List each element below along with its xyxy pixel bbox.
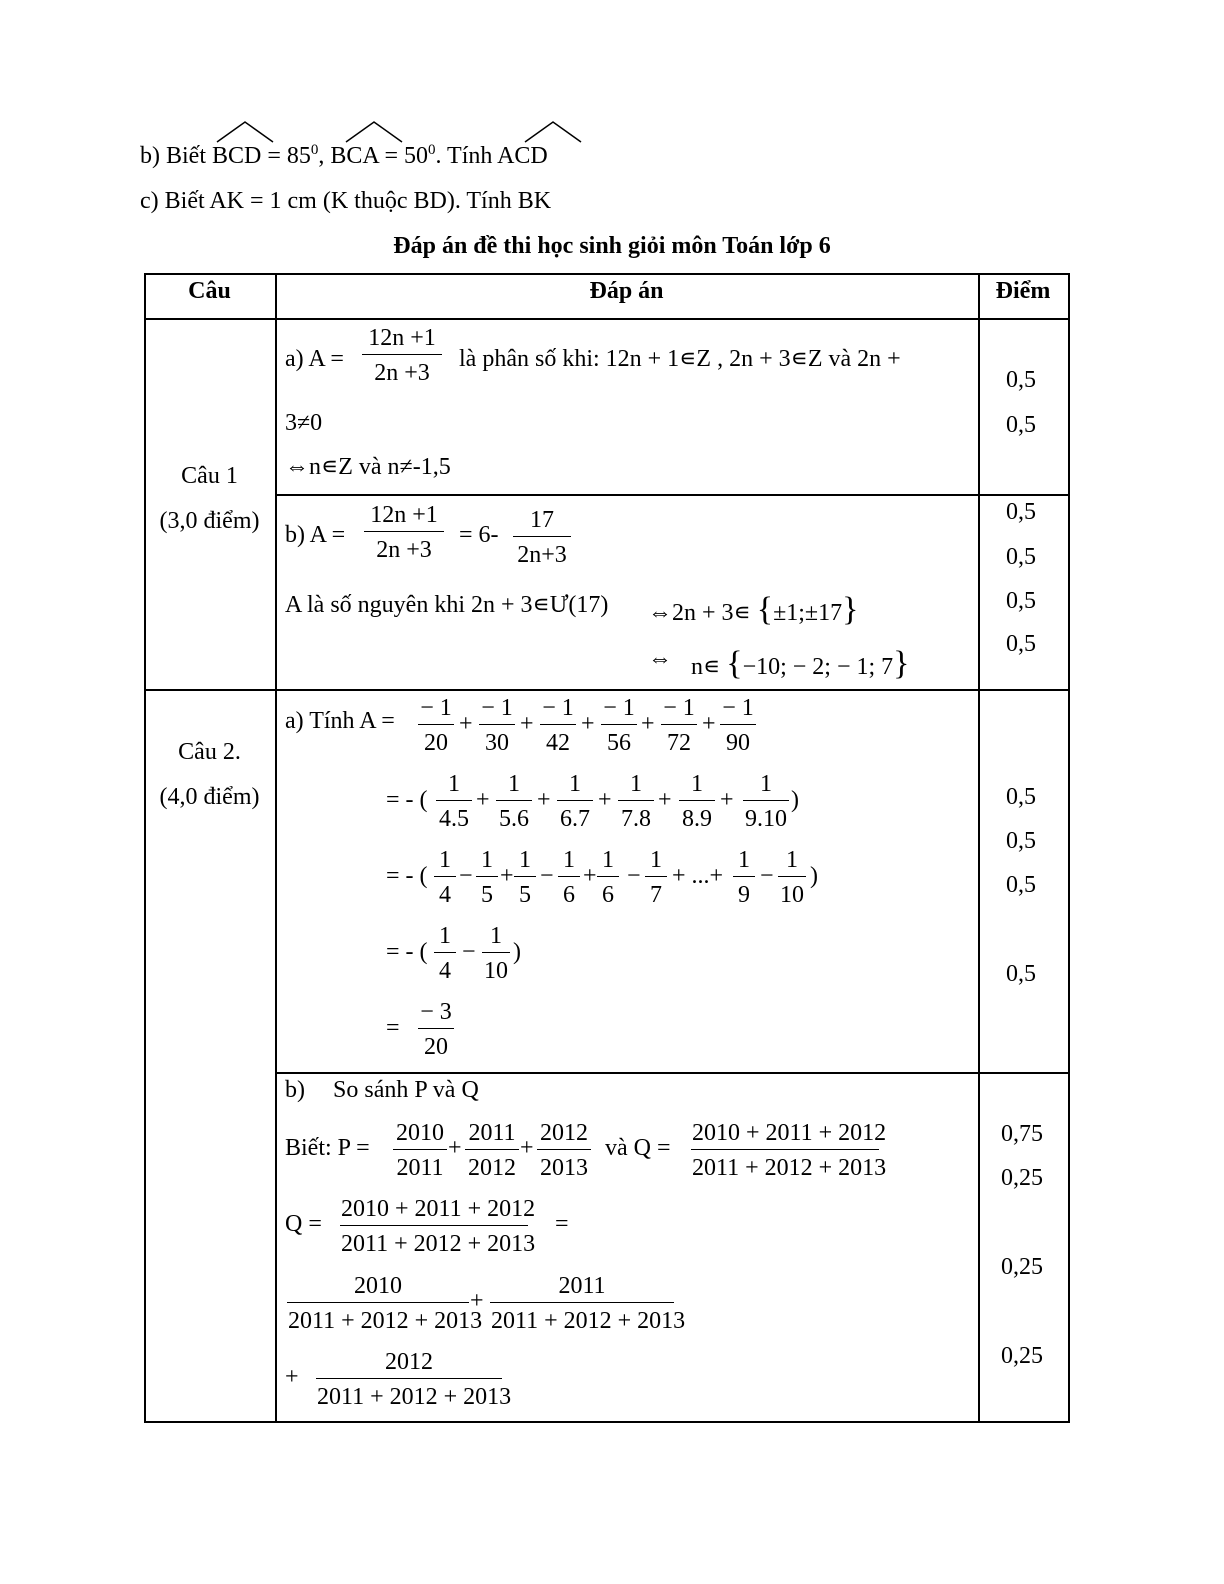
cau2a-r1-num-1: − 1 (420, 695, 452, 721)
table-border-left (144, 273, 146, 1423)
plus: + (285, 1364, 299, 1390)
close-paren: ) (810, 863, 818, 889)
cau2b-split-den-1: 2011 + 2012 + 2013 (287, 1302, 469, 1333)
cau2b-split-den-3: 2011 + 2012 + 2013 (316, 1378, 502, 1409)
cau2a-r5-frac (418, 1000, 454, 1059)
angle-acd: ACD (497, 143, 548, 169)
one: 1 (650, 847, 662, 873)
cau2a-r3-frac-4 (558, 848, 580, 907)
cau2b-q-frac (691, 1120, 887, 1181)
cau2b-title: So sánh P và Q (333, 1077, 479, 1103)
cau1b-line3a: ⇔ (648, 646, 672, 672)
close-paren: ) (513, 939, 521, 965)
one: 1 (738, 847, 750, 873)
cau1b-fraction-2 (513, 508, 571, 567)
cau2b-split-frac-2 (490, 1273, 686, 1334)
cau1-points: (3,0 điểm) (159, 508, 260, 534)
cau2a-r3-frac-6 (645, 848, 667, 907)
cau2a-r1-frac-1 (418, 696, 454, 755)
cau2a-r4-den-2: 10 (482, 952, 510, 983)
cau2b-p-frac-1 (393, 1121, 447, 1180)
minus: − (627, 863, 641, 889)
table-header-rule (144, 318, 1069, 320)
minus: − (459, 863, 473, 889)
plus: + (583, 863, 597, 889)
cau2a-r1-num-2: − 1 (481, 695, 513, 721)
cau2a-r1-num-5: − 1 (663, 695, 695, 721)
cau1b-fraction (364, 503, 444, 562)
plus: + (520, 711, 534, 737)
cau1b-frac-den: 2n +3 (364, 531, 444, 562)
cau2a-r3-den-6: 7 (645, 876, 667, 907)
cau2a-r1-num-3: − 1 (542, 695, 574, 721)
cau2b-score-2: 0,25 (1001, 1165, 1043, 1191)
cau2b-q-num: 2010 + 2011 + 2012 (692, 1120, 887, 1146)
cau2-points: (4,0 điểm) (159, 784, 260, 810)
cau2b-split-num-2: 2011 (558, 1273, 606, 1299)
one: 1 (439, 923, 451, 949)
cau1a-fraction (362, 326, 442, 385)
cau1b-frac-num: 12n +1 (370, 502, 438, 528)
cau1b-score-3: 0,5 (1006, 588, 1036, 614)
cau1b-line3b-text: n∊ (691, 654, 721, 680)
cau2b-score-3: 0,25 (1001, 1254, 1043, 1280)
cau2a-r5-prefix: = (386, 1015, 400, 1041)
plus: + (720, 787, 734, 813)
degree-sup-1: 0 (310, 142, 319, 158)
plus: + (537, 787, 551, 813)
cau1a-frac-den: 2n +3 (362, 354, 442, 385)
cau2b-p-num-1: 2010 (396, 1120, 444, 1146)
cau2a-r1-den-6: 90 (720, 724, 756, 755)
cau2a-r4-frac-1 (434, 924, 456, 983)
one: 1 (490, 923, 502, 949)
cau2a-r1-den-1: 20 (418, 724, 454, 755)
cau2a-r1-frac-4 (601, 696, 637, 755)
cau2b-eq: = (555, 1211, 569, 1237)
cau2a-r4-frac-2 (482, 924, 510, 983)
cau2a-r2-den-4: 7.8 (618, 800, 654, 831)
cau2b-split-den-2: 2011 + 2012 + 2013 (490, 1302, 674, 1333)
plus: + (470, 1288, 484, 1314)
page-title: Đáp án đề thi học sinh giỏi môn Toán lớp 6 (393, 233, 831, 259)
cau2a-r2-frac-3 (557, 772, 593, 831)
cau1b-frac2-den: 2n+3 (513, 536, 571, 567)
cau2a-score-3: 0,5 (1006, 872, 1036, 898)
cau2a-r3-frac-8 (778, 848, 806, 907)
row-rule-2b (275, 1072, 1069, 1074)
cau2a-r3-den-1: 4 (434, 876, 456, 907)
cau2b-p-den-3: 2013 (537, 1149, 591, 1180)
cau1a-score-1: 0,5 (1006, 367, 1036, 393)
intro-comma: , (318, 143, 325, 169)
cau2a-r2-prefix: = - ( (386, 787, 428, 813)
row-rule-2 (144, 689, 1069, 691)
cau2a-r3-prefix: = - ( (386, 863, 428, 889)
cau1b-set1: ±1;±17 (773, 600, 843, 626)
one: 1 (569, 771, 581, 797)
cau2a-r2-frac-5 (679, 772, 715, 831)
header-cau: Câu (188, 278, 231, 304)
cau1b-frac2-num: 17 (530, 507, 554, 533)
header-dap-an: Đáp án (589, 278, 664, 304)
cau1b-line3b: n∊ {−10; − 2; − 1; 7} (691, 645, 910, 682)
arc-bca-icon (343, 118, 405, 144)
cau2b-q2-den: 2011 + 2012 + 2013 (340, 1225, 528, 1256)
one: 1 (786, 847, 798, 873)
row-rule-1b (275, 494, 1069, 496)
plus: + (598, 787, 612, 813)
cau2b-q2-num: 2010 + 2011 + 2012 (341, 1196, 536, 1222)
cau2a-r1-den-3: 42 (540, 724, 576, 755)
cau2a-r1-frac-3 (540, 696, 576, 755)
arc-acd-icon (522, 118, 584, 144)
table-border-top (144, 273, 1069, 275)
cau2a-r3-frac-5 (597, 848, 619, 907)
cau2a-r4-den-1: 4 (434, 952, 456, 983)
cau2a-r3-den-5: 6 (597, 876, 619, 907)
cau2a-r3-frac-3 (514, 848, 536, 907)
cau2a-r1-frac-2 (479, 696, 515, 755)
cau2a-r3-frac-7 (733, 848, 755, 907)
intro-b-prefix: b) Biết (140, 143, 206, 169)
table-border-bottom (144, 1421, 1069, 1423)
cau2a-score-2: 0,5 (1006, 828, 1036, 854)
cau2a-score-1: 0,5 (1006, 784, 1036, 810)
plus: + (459, 711, 473, 737)
cau2a-r2-frac-6 (743, 772, 789, 831)
cau2a-prefix: a) Tính A = (285, 708, 395, 734)
header-diem: Điểm (995, 278, 1051, 304)
cau2b-score-1: 0,75 (1001, 1121, 1043, 1147)
cau1a-prefix: a) A = (285, 346, 344, 372)
cau2a-r2-den-1: 4.5 (436, 800, 472, 831)
cau2b-q-frac-2 (340, 1196, 536, 1257)
cau1b-line2a: A là số nguyên khi 2n + 3∊Ư(17) (285, 592, 609, 618)
cau2a-r5-den: 20 (418, 1028, 454, 1059)
cau2b-p-den-1: 2011 (393, 1149, 447, 1180)
cau1b-line2b-text: ⇔2n + 3∊ (648, 600, 751, 626)
cau2a-r3-dots: + ...+ (672, 863, 724, 889)
cau2a-r1-num-6: − 1 (722, 695, 754, 721)
degree-sup-2: 0 (427, 142, 436, 158)
cau2b-p-prefix: Biết: P = (285, 1135, 370, 1161)
table-border-right (1068, 273, 1070, 1423)
cau2b-q-den: 2011 + 2012 + 2013 (691, 1149, 879, 1180)
one: 1 (481, 847, 493, 873)
cau2b-split-num-1: 2010 (354, 1273, 402, 1299)
cau2b-p-num-3: 2012 (540, 1120, 588, 1146)
plus: + (702, 711, 716, 737)
cau2a-r2-den-2: 5.6 (496, 800, 532, 831)
close-paren: ) (791, 787, 799, 813)
cau2a-r2-frac-2 (496, 772, 532, 831)
cau1b-line2b: ⇔2n + 3∊ {±1;±17} (648, 591, 859, 628)
minus: − (760, 863, 774, 889)
one: 1 (508, 771, 520, 797)
cau2b-label: b) (285, 1077, 305, 1103)
cau2b-split-num-3: 2012 (385, 1349, 433, 1375)
cau1a-condition-3: ⇔n∊Z và n≠-1,5 (285, 454, 451, 480)
cau2b-split-frac-3 (316, 1349, 512, 1410)
cau2a-r3-den-4: 6 (558, 876, 580, 907)
cau1b-score-1: 0,5 (1006, 499, 1036, 525)
cau1a-condition-2: 3≠0 (285, 410, 323, 436)
cau1b-eq: = 6- (459, 522, 499, 548)
cau2a-r2-den-5: 8.9 (679, 800, 715, 831)
cau2a-r5-num: − 3 (420, 999, 452, 1025)
cau2a-r3-den-2: 5 (476, 876, 498, 907)
cau2a-r2-den-3: 6.7 (557, 800, 593, 831)
one: 1 (563, 847, 575, 873)
cau2b-score-4: 0,25 (1001, 1343, 1043, 1369)
cau2a-r2-frac-1 (436, 772, 472, 831)
cau2a-r4-prefix: = - ( (386, 939, 428, 965)
cau2a-r3-den-8: 10 (778, 876, 806, 907)
one: 1 (630, 771, 642, 797)
plus: + (658, 787, 672, 813)
plus: + (476, 787, 490, 813)
cau2a-r1-den-2: 30 (479, 724, 515, 755)
cau2b-split-frac-1 (287, 1273, 483, 1334)
cau2b-p-den-2: 2012 (465, 1149, 519, 1180)
cau2a-r1-den-4: 56 (601, 724, 637, 755)
plus: + (520, 1135, 534, 1161)
cau2b-p-frac-3 (537, 1121, 591, 1180)
cau1b-set2: −10; − 2; − 1; 7 (742, 654, 894, 680)
cau2a-r1-frac-5 (661, 696, 697, 755)
cau2a-r3-frac-2 (476, 848, 498, 907)
cau2a-r1-num-4: − 1 (603, 695, 635, 721)
cau1-label: Câu 1 (181, 463, 238, 489)
minus: − (462, 939, 476, 965)
cau2a-r1-frac-6 (720, 696, 756, 755)
intro-tinh: . Tính (435, 143, 493, 169)
cau2a-r2-frac-4 (618, 772, 654, 831)
cau2a-score-4: 0,5 (1006, 961, 1036, 987)
angle-bcd: BCD (212, 143, 262, 169)
one: 1 (519, 847, 531, 873)
cau2b-q-prefix: Q = (285, 1211, 322, 1237)
intro-line-c: c) Biết AK = 1 cm (K thuộc BD). Tính BK (140, 188, 552, 214)
plus: + (641, 711, 655, 737)
col-rule-1 (275, 273, 277, 1423)
cau1a-score-2: 0,5 (1006, 412, 1036, 438)
arc-bcd-icon (214, 118, 276, 144)
cau2a-r3-frac-1 (434, 848, 456, 907)
cau2a-r2-den-6: 9.10 (743, 800, 789, 831)
cau2a-r1-den-5: 72 (661, 724, 697, 755)
plus: + (581, 711, 595, 737)
cau1a-condition: là phân số khi: 12n + 1∊Z , 2n + 3∊Z và 2n + (459, 346, 901, 372)
cau2-label: Câu 2. (178, 739, 241, 765)
one: 1 (448, 771, 460, 797)
cau1a-frac-num: 12n +1 (368, 325, 436, 351)
one: 1 (691, 771, 703, 797)
col-rule-2 (978, 273, 980, 1423)
angle-bca: BCA (330, 143, 379, 169)
cau2a-r3-den-3: 5 (514, 876, 536, 907)
plus: + (500, 863, 514, 889)
cau1b-prefix: b) A = (285, 522, 346, 548)
angle-bca-value: = 50 (378, 143, 428, 169)
intro-line-b (140, 143, 548, 168)
one: 1 (760, 771, 772, 797)
one: 1 (439, 847, 451, 873)
one: 1 (602, 847, 614, 873)
cau1b-score-4: 0,5 (1006, 631, 1036, 657)
cau1b-score-2: 0,5 (1006, 544, 1036, 570)
cau2a-r3-den-7: 9 (733, 876, 755, 907)
minus: − (540, 863, 554, 889)
cau2b-and-q: và Q = (605, 1135, 671, 1161)
cau2b-p-frac-2 (465, 1121, 519, 1180)
cau2b-p-num-2: 2011 (468, 1120, 516, 1146)
plus: + (448, 1135, 462, 1161)
angle-bcd-value: = 85 (261, 143, 311, 169)
